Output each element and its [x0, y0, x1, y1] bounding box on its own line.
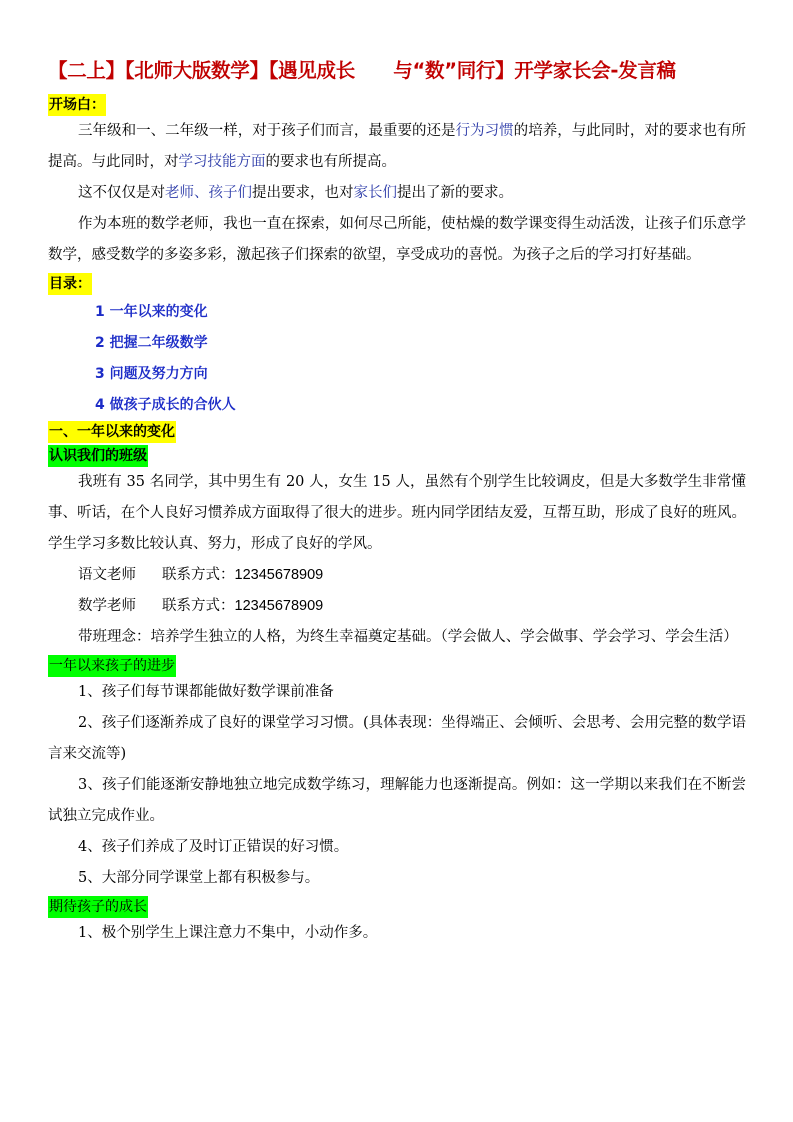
expectations-heading: 期待孩子的成长 — [48, 896, 148, 918]
contact-role: 数学老师 — [78, 598, 136, 614]
progress-item: 5、大部分同学课堂上都有积极参与。 — [78, 870, 320, 886]
toc-item: 4 做孩子成长的合伙人 — [95, 397, 236, 413]
opening-heading: 开场白： — [48, 94, 106, 116]
text-run: 的要求也有所提高。 — [265, 154, 396, 170]
toc-item: 1 一年以来的变化 — [95, 304, 208, 320]
section-1-heading: 一、一年以来的变化 — [48, 421, 176, 443]
progress-item: 4、孩子们养成了及时订正错误的好习惯。 — [78, 839, 349, 855]
toc-heading: 目录： — [48, 273, 92, 295]
contact-line-chinese-teacher — [48, 560, 746, 591]
text-run: 提出了新的要求。 — [397, 185, 513, 201]
progress-item: 2、孩子们逐渐养成了良好的课堂学习习惯。(具体表现：坐得端正、会倾听、会思考、会用完整的数学语言来交流等) — [48, 715, 746, 762]
contact-role: 语文老师 — [78, 567, 136, 583]
class-intro-paragraph: 我班有 35 名同学，其中男生有 20 人，女生 15 人，虽然有个别学生比较调皮，但是大多数学生非常懂事、听话，在个人良好习惯养成方面取得了很大的进步。班内同学团结友爱，互帮互助，形成了良好的班风。学生学习多数比较认真、努力，形成了良好的学风。 — [48, 474, 746, 552]
text-run: 的培养，与此同时，对的要求也有所提高。与此同时，对 — [48, 123, 747, 170]
contact-label: 联系方式： — [162, 567, 235, 583]
opening-paragraph-3: 作为本班的数学老师，我也一直在探索，如何尽己所能，使枯燥的数学课变得生动活泼，让孩子们乐意学数学，感受数学的多姿多彩，激起孩子们探索的欲望，享受成功的喜悦。为孩子之后的学习打好基础。 — [48, 216, 746, 263]
text-run: 这不仅仅是对 — [78, 185, 165, 201]
contact-label: 联系方式： — [162, 598, 235, 614]
toc-item: 3 问题及努力方向 — [95, 366, 208, 382]
expectation-item: 1、极个别学生上课注意力不集中，小动作多。 — [78, 925, 378, 941]
toc-section — [48, 273, 746, 421]
opening-section — [48, 94, 746, 271]
document-title: 【二上】【北师大版数学】【遇见成长 与“数”同行】开学家长会-发言稿 — [48, 59, 676, 82]
highlight-behavior-habits: 行为习惯 — [455, 123, 514, 139]
progress-item: 1、孩子们每节课都能做好数学课前准备 — [78, 684, 334, 700]
progress-heading: 一年以来孩子的进步 — [48, 655, 176, 677]
toc-item: 2 把握二年级数学 — [95, 335, 208, 351]
text-run: 三年级和一、二年级一样，对于孩子们而言，最重要的还是 — [78, 123, 456, 139]
highlight-parents: 家长们 — [353, 185, 397, 201]
highlight-children: 孩子们 — [208, 185, 252, 201]
toc-list — [48, 297, 746, 421]
highlight-learning-skills: 学习技能方面 — [178, 154, 266, 170]
text-run: 提出要求，也对 — [252, 185, 354, 201]
contact-phone: 12345678909 — [234, 598, 324, 614]
contact-phone: 12345678909 — [234, 567, 324, 583]
highlight-teachers: 老师 — [165, 185, 194, 201]
document-page — [48, 56, 746, 949]
text-separator: 、 — [194, 185, 209, 201]
opening-paragraph-2 — [48, 178, 746, 209]
contact-line-math-teacher — [48, 591, 746, 622]
opening-paragraph-1 — [48, 116, 746, 178]
class-intro-heading: 认识我们的班级 — [48, 445, 148, 467]
progress-item: 3、孩子们能逐渐安静地独立地完成数学练习，理解能力也逐渐提高。例如：这一学期以来我们在不断尝试独立完成作业。 — [48, 777, 746, 824]
class-philosophy: 带班理念：培养学生独立的人格，为终生幸福奠定基础。（学会做人、学会做事、学会学习、学会生活） — [78, 629, 738, 645]
section-1 — [48, 421, 746, 949]
